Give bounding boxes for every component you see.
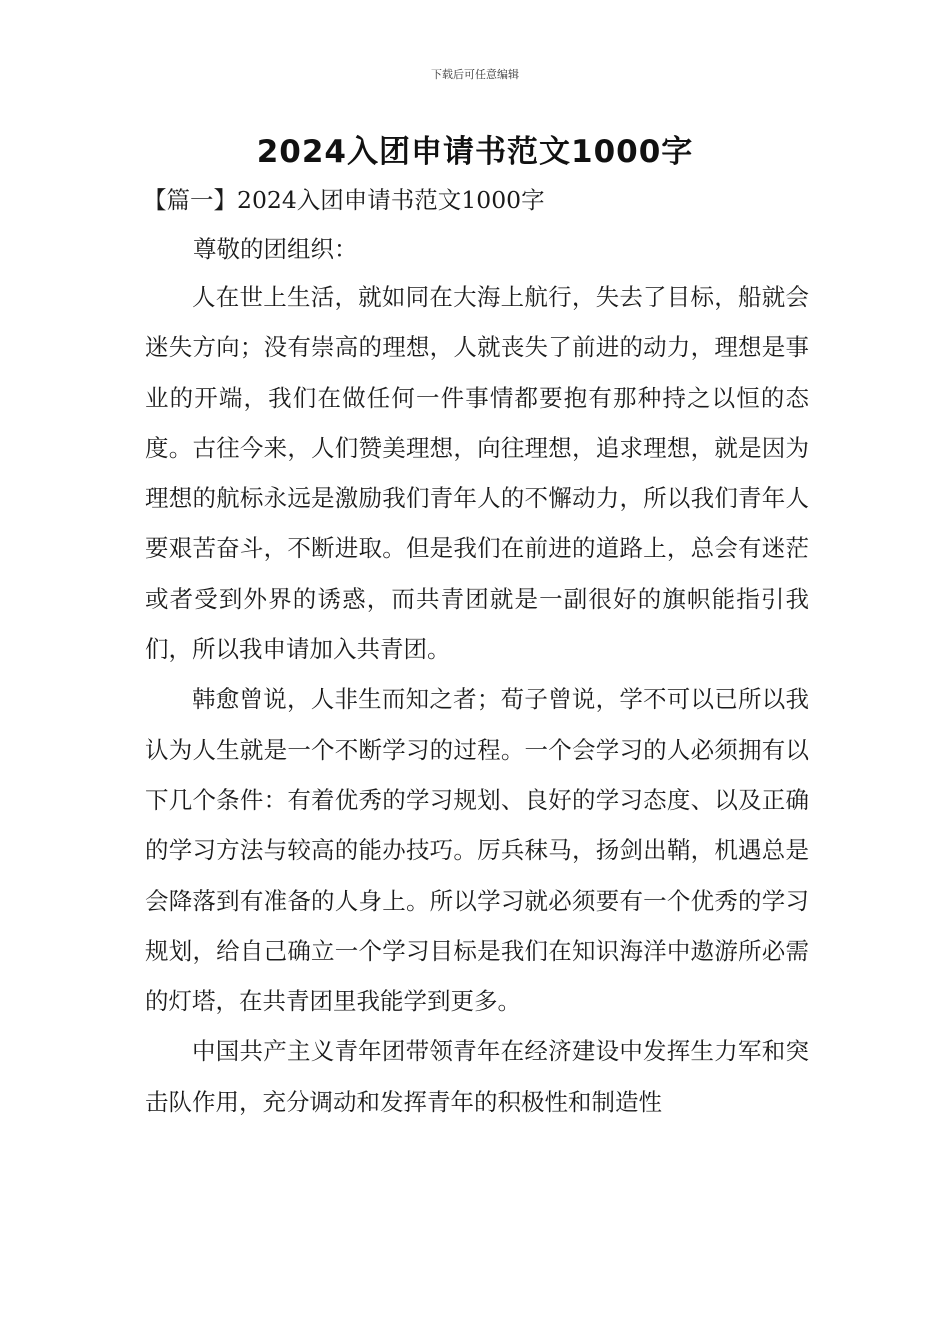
- paragraph-1: 人在世上生活，就如同在大海上航行，失去了目标，船就会迷失方向；没有崇高的理想，人就丧失了前进的动力，理想是事业的开端，我们在做任何一件事情都要抱有那种持之以恒的态度。古往今来，人们赞美理想，向往理想，追求理想，就是因为理想的航标永远是激励我们青年人的不懈动力，所以我们青年人要艰苦奋斗，不断进取。但是我们在前进的道路上，总会有迷茫或者受到外界的诱惑，而共青团就是一副很好的旗帜能指引我们，所以我申请加入共青团。: [145, 283, 809, 664]
- document-body: [145, 272, 809, 1127]
- document-title: 2024入团申请书范文1000字: [256, 134, 694, 170]
- paragraph-3: 中国共产主义青年团带领青年在经济建设中发挥生力军和突击队作用，充分调动和发挥青年的积极性和制造性: [145, 1037, 809, 1116]
- paragraph-2: 韩愈曾说，人非生而知之者；荀子曾说，学不可以已所以我认为人生就是一个不断学习的过程。一个会学习的人必须拥有以下几个条件：有着优秀的学习规划、良好的学习态度、以及正确的学习方法与较高的能办技巧。厉兵秣马，扬剑出鞘，机遇总是会降落到有准备的人身上。所以学习就必须要有一个优秀的学习规划，给自己确立一个学习目标是我们在知识海洋中遨游所必需的灯塔，在共青团里我能学到更多。: [145, 685, 809, 1016]
- header-note: 下载后可任意编辑: [431, 68, 519, 81]
- salutation: 尊敬的团组织：: [193, 235, 358, 263]
- section-heading: 【篇一】2024入团申请书范文1000字: [143, 186, 545, 214]
